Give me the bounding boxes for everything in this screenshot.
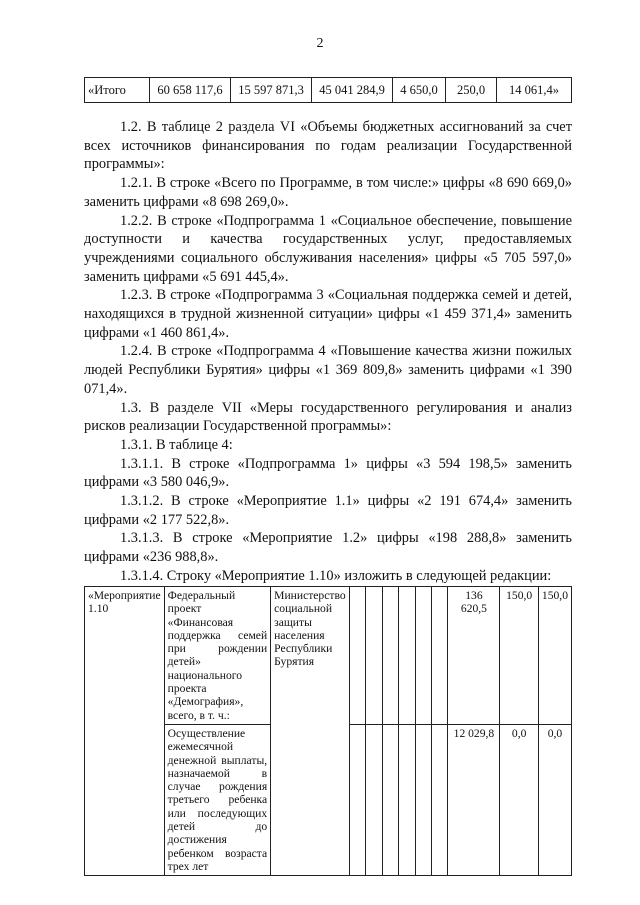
table-cell xyxy=(431,724,447,875)
paragraph: 1.2. В таблице 2 раздела VI «Объемы бюджетных ассигнований за счет всех источников финансирования по годам реализации Государственной программы»: xyxy=(84,119,572,173)
table-cell: 150,0 xyxy=(538,587,571,725)
table-cell xyxy=(349,587,365,725)
table-cell xyxy=(349,724,365,875)
table-cell xyxy=(415,587,431,725)
paragraph: 1.2.3. В строке «Подпрограмма 3 «Социальная поддержка семей и детей, находящихся в трудной жизненной ситуации» цифры «1 459 371,4» заменить цифрами «1 460 861,4». xyxy=(84,287,572,341)
paragraph: 1.2.2. В строке «Подпрограмма 1 «Социальное обеспечение, повышение доступности и качества государственных услуг, предоставляемых учреждениями социального обслуживания населения» цифры «5 705 597,0» заменить цифрами «5 691 445,4». xyxy=(84,212,572,285)
paragraph: 1.3.1.1. В строке «Подпрограмма 1» цифры «3 594 198,5» заменить цифрами «3 580 046,9». xyxy=(84,455,572,491)
table-cell: 14 061,4» xyxy=(497,78,572,103)
paragraph: 1.2.4. В строке «Подпрограмма 4 «Повышение качества жизни пожилых людей Республики Бурятия» цифры «1 369 809,8» заменить цифрами «1 390 071,4». xyxy=(84,343,572,397)
totals-table xyxy=(84,77,572,103)
paragraph: 1.3.1.3. В строке «Мероприятие 1.2» цифры «198 288,8» заменить цифрами «236 988,8». xyxy=(84,530,572,566)
paragraph: 1.3. В разделе VII «Меры государственного регулирования и анализ рисков реализации Государственной программы»: xyxy=(84,399,572,435)
table-cell xyxy=(431,587,447,725)
table-cell xyxy=(399,724,415,875)
table-cell: Осуществление ежемесячной денежной выплаты, назначаемой в случае рождения третьего ребенка или последующих детей до достижения ребенком возраста трех лет xyxy=(164,724,271,875)
table-cell: 250,0 xyxy=(446,78,497,103)
paragraph: 1.2.1. В строке «Всего по Программе, в том числе:» цифры «8 690 669,0» заменить цифрами «8 698 269,0». xyxy=(84,175,572,210)
table-cell xyxy=(366,587,382,725)
table-cell: 0,0 xyxy=(538,724,571,875)
measure-cell: «Мероприятие 1.10 xyxy=(85,587,165,876)
table-cell: 12 029,8 xyxy=(448,724,500,875)
paragraph: 1.3.1.2. В строке «Мероприятие 1.1» цифры «2 191 674,4» заменить цифрами «2 177 522,8». xyxy=(84,493,572,528)
table-cell: 45 041 284,9 xyxy=(312,78,393,103)
table-cell: 136 620,5 xyxy=(448,587,500,725)
table-cell xyxy=(415,724,431,875)
table-row xyxy=(85,78,572,103)
table-cell xyxy=(382,587,398,725)
executor-cell: Министерство социальной защиты населения Республики Бурятия xyxy=(271,587,349,876)
table-cell xyxy=(382,724,398,875)
table-cell xyxy=(399,587,415,725)
table-cell: 60 658 117,6 xyxy=(150,78,231,103)
table-cell: 4 650,0 xyxy=(393,78,446,103)
table-cell xyxy=(366,724,382,875)
page-number: 2 xyxy=(316,36,324,51)
table-cell: Федеральный проект «Финансовая поддержка семей при рождении детей» национального проекта «Демография», всего, в т. ч.: xyxy=(164,587,271,725)
table-row xyxy=(85,587,572,725)
table-cell: 150,0 xyxy=(500,587,538,725)
document-body xyxy=(84,118,572,586)
paragraph: 1.3.1. В таблице 4: xyxy=(120,436,233,453)
table-cell: 15 597 871,3 xyxy=(231,78,312,103)
measure-table xyxy=(84,586,572,876)
table-cell: 0,0 xyxy=(500,724,538,875)
table-cell: «Итого xyxy=(85,78,150,103)
paragraph: 1.3.1.4. Строку «Мероприятие 1.10» изложить в следующей редакции: xyxy=(120,567,552,584)
